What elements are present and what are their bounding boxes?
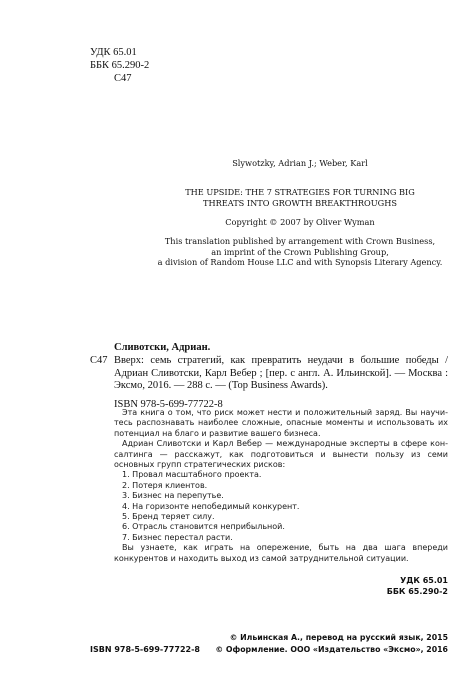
risk-list-item: 2. Потеря клиентов.	[122, 480, 208, 490]
bottom-classification	[330, 576, 448, 597]
annotation-paragraph-2: Адриан Сливотски и Карл Вебер — международные эксперты в сфере консалтинга — расскажут, как подготовиться и вынести пользу из семи основных групп стратегических рисков:	[114, 439, 448, 470]
original-title-line-2: THREATS INTO GROWTH BREAKTHROUGHS	[203, 197, 397, 208]
catalog-author-heading: Сливотски, Адриан.	[114, 342, 211, 353]
design-rights: © Оформление. ООО «Издательство «Эксмо», 2016	[215, 645, 448, 655]
translation-line-1: This translation published by arrangement with Crown Business,	[164, 236, 436, 246]
udk-code: УДК 65.01	[90, 47, 137, 58]
rights-notice	[196, 632, 448, 657]
annotation-paragraph-3: Вы узнаете, как играть на опережение, быть на два шага впереди конкурентов и находить выход из самой затруднительной ситуации.	[114, 543, 448, 563]
author-code: С47	[114, 73, 132, 84]
risk-list	[114, 470, 448, 543]
translation-notice	[150, 236, 450, 268]
catalog-author-code: С47	[90, 354, 108, 366]
risk-list-item: 6. Отрасль становится неприбыльной.	[122, 522, 285, 532]
original-author: Slywotzky, Adrian J.; Weber, Karl	[232, 158, 368, 168]
risk-list-item: 1. Провал масштабного проекта.	[122, 470, 262, 480]
original-title	[150, 187, 450, 208]
translation-rights: © Ильинская А., перевод на русский язык, 2015	[229, 633, 448, 642]
bbk-code: ББК 65.290-2	[90, 60, 150, 71]
annotation-paragraph-1: Эта книга о том, что риск может нести и положительный заряд. Вы научитесь распознавать наиболее сложные, опасные моменты и использовать их потенциал на благо и развитие вашего бизнеса.	[114, 408, 448, 438]
risk-list-item: 5. Бренд теряет силу.	[122, 512, 215, 522]
catalog-entry	[90, 355, 448, 393]
catalog-card	[90, 342, 448, 412]
catalog-isbn: ISBN 978-5-699-77722-8	[114, 399, 223, 411]
bottom-isbn: ISBN 978-5-699-77722-8	[90, 645, 200, 654]
bottom-bbk: ББК 65.290-2	[386, 586, 448, 596]
translation-line-3: a division of Random House LLC and with Synopsis Literary Agency.	[157, 257, 443, 268]
copyright-notice: Copyright © 2007 by Oliver Wyman	[225, 217, 375, 227]
risk-list-item: 4. На горизонте непобедимый конкурент.	[122, 501, 300, 511]
original-title-line-1: THE UPSIDE: THE 7 STRATEGIES FOR TURNING BIG	[185, 187, 415, 197]
annotation	[114, 408, 448, 564]
bottom-udk: УДК 65.01	[400, 576, 448, 585]
classification-block	[90, 46, 149, 85]
risk-list-item: 3. Бизнес на перепутье.	[122, 491, 224, 501]
catalog-entry-text: Вверх: семь стратегий, как превратить неудачи в большие победы / Адриан Сливотски, Карл Вебер ; [пер. с англ. А. Ильинской]. — Москва : Эксмо, 2016. — 288 с. — (Top Business Awards).	[114, 354, 448, 392]
risk-list-item: 7. Бизнес перестал расти.	[122, 532, 233, 542]
translation-line-2: an imprint of the Crown Publishing Group,	[211, 246, 389, 257]
